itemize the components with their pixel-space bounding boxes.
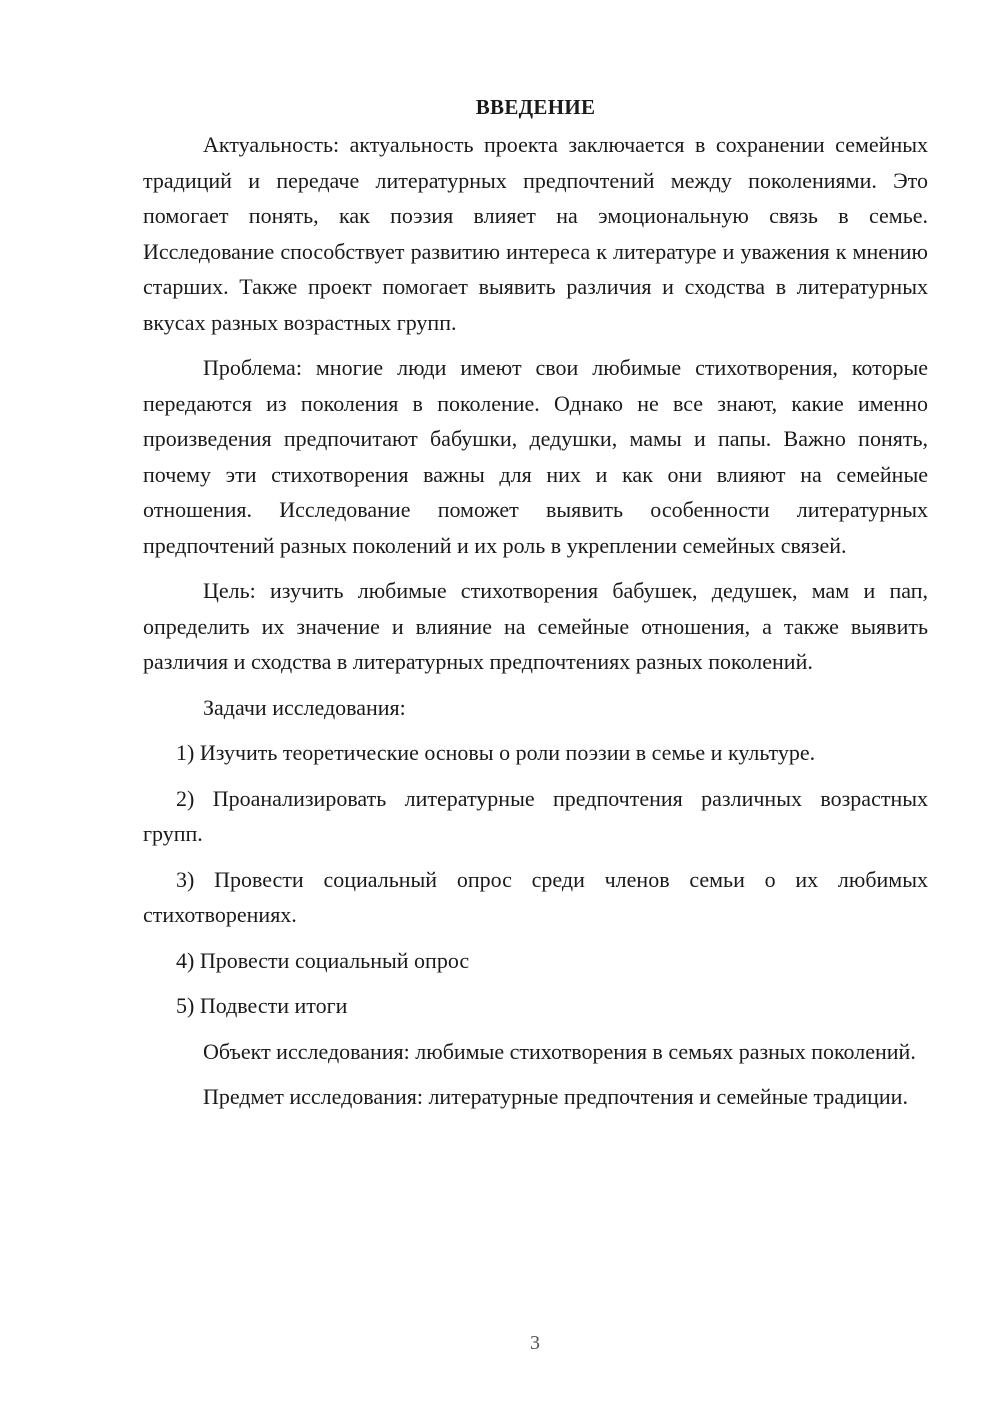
task-item-5: 5) Подвести итоги (176, 993, 348, 1018)
page-title: ВВЕДЕНИЕ (475, 95, 596, 119)
tasks-heading: Задачи исследования: (203, 694, 406, 720)
goal-paragraph: Цель: изучить любимые стихотворения бабушек, дедушек, мам и пап, определить их значение и влияние на семейные отношения, а также выявить различия и сходства в литературных предпочтениях разных поколений. (143, 578, 928, 674)
task-item-3: 3) Провести социальный опрос среди членов семьи о их любимых стихотворениях. (143, 866, 928, 927)
task-item-2: 2) Проанализировать литературные предпочтения различных возрастных групп. (143, 785, 928, 846)
subject-paragraph: Предмет исследования: литературные предпочтения и семейные традиции. (203, 1084, 908, 1109)
task-item-1: 1) Изучить теоретические основы о роли поэзии в семье и культуре. (176, 740, 816, 765)
relevance-paragraph: Актуальность: актуальность проекта заключается в сохранении семейных традиций и передаче литературных предпочтений между поколениями. Это помогает понять, как поэзия влияет на эмоциональную связь в семье. Исследование способствует развитию интереса к литературе и уважения к мнению старших. Также проект помогает выявить различия и сходства в литературных вкусах разных возрастных групп. (143, 132, 928, 335)
problem-paragraph: Проблема: многие люди имеют свои любимые стихотворения, которые передаются из поколения в поколение. Однако не все знают, какие именно произведения предпочитают бабушки, дедушки, мамы и папы. Важно понять, почему эти стихотворения важны для них и как они влияют на семейные отношения. Исследование поможет выявить особенности литературных предпочтений разных поколений и их роль в укреплении семейных связей. (143, 355, 928, 558)
document-page (143, 92, 928, 1125)
page-number: 3 (530, 1332, 540, 1354)
task-item-4: 4) Провести социальный опрос (176, 947, 470, 973)
object-paragraph: Объект исследования: любимые стихотворения в семьях разных поколений. (203, 1038, 916, 1064)
